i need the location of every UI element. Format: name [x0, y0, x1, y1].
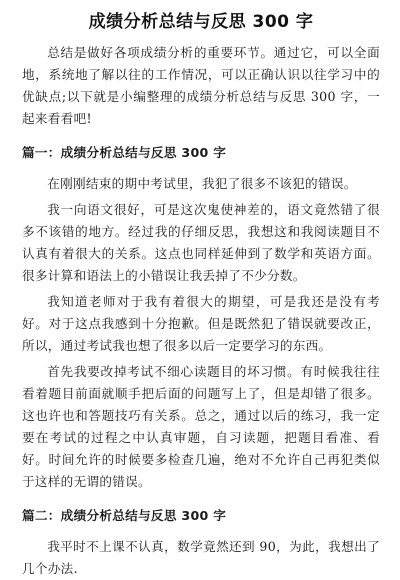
- intro-paragraph: 总结是做好各项成绩分析的重要环节。通过它，可以全面地，系统地了解以往的工作情况，可以正确认识以往学习中的优缺点;以下就是小编整理的成绩分析总结与反思 300 字，一起来看看吧!: [22, 45, 380, 126]
- section-1-paragraph-1: 在刚刚结束的期中考试里，我犯了很多不该犯的错误。: [47, 176, 357, 191]
- section-1-heading: 篇一：成绩分析总结与反思 300 字: [22, 145, 227, 160]
- section-2-heading: 篇二：成绩分析总结与反思 300 字: [22, 508, 227, 523]
- section-1-paragraph-2: 我一向语文很好，可是这次鬼使神差的，语文竟然错了很多不该错的地方。经过我的仔细反思，我想这和我阅读题目不认真有着很大的关系。这点也同样延伸到了数学和英语方面。很多计算和语法上的小错误让我丢掉了不少分数。: [22, 202, 380, 283]
- section-2-paragraph-1: 我平时不上课不认真，数学竟然还到 90，为此，我想出了几个办法.: [22, 539, 380, 576]
- section-1-paragraph-3: 我知道老师对于我有着很大的期望，可是我还是没有考好。对于这点我感到十分抱歉。但是既然犯了错误就要改正，所以，通过考试我也想了很多以后一定要学习的东西。: [22, 294, 380, 353]
- document-title: 成绩分析总结与反思 300 字: [88, 12, 314, 32]
- section-1-paragraph-4: 首先我要改掉考试不细心读题目的坏习惯。有时候我往往看着题目前面就顺手把后面的问题写上了，但是却错了很多。这也许也和答题技巧有关系。总之，通过以后的练习，我一定要在考试的过程之中认真审题，自习读题，把题目看准、看好。时间允许的时候要多检查几遍，绝对不允许自己再犯类似于这样的无谓的错误。: [22, 364, 380, 489]
